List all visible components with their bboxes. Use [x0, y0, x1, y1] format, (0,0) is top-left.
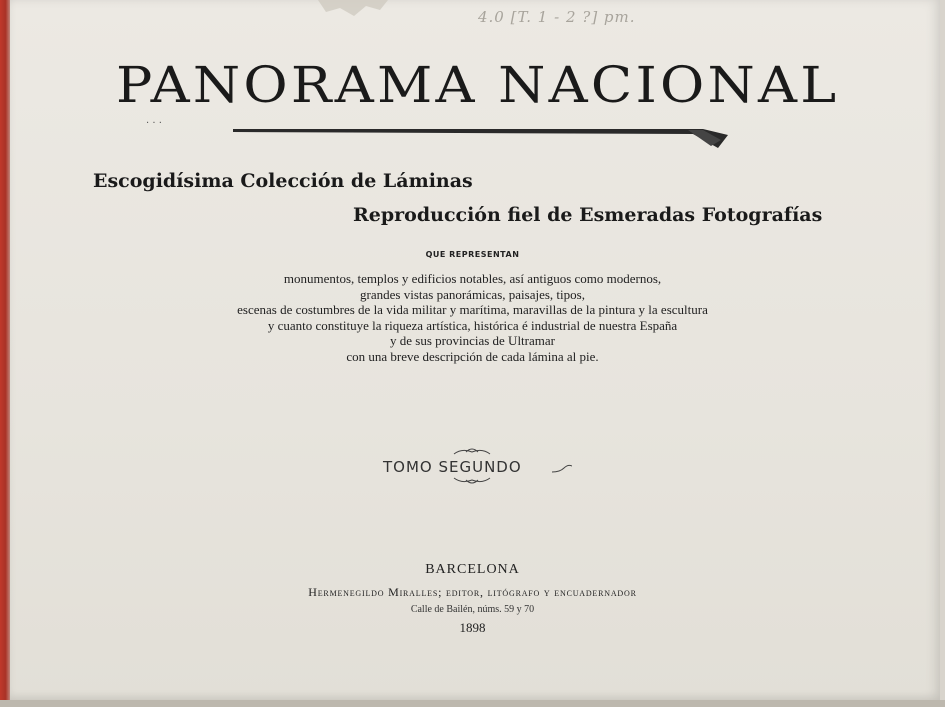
description-line: y cuanto constituye la riqueza artística, histórica é industrial de nuestra España [267, 317, 678, 333]
description-line: grandes vistas panorámicas, paisajes, tipos, [360, 286, 585, 302]
description-line: escenas de costumbres de la vida militar y marítima, maravillas de la pintura y la escultura [237, 302, 708, 317]
ornament-dots: · · · [146, 118, 162, 129]
ornament-flourish-bottom [452, 476, 492, 486]
title-underline-rule [233, 126, 728, 152]
publication-city: BARCELONA [425, 562, 520, 577]
description-line: con una breve descripción de cada lámina al pie. [346, 348, 599, 364]
volume-label: TOMO SEGUNDO [383, 458, 522, 476]
volume-flourish [552, 464, 572, 474]
ornament-flourish-top [452, 446, 492, 456]
paper-tear [318, 0, 388, 18]
publisher-line: Hermenegildo Miralles; editor, litógrafo y encuadernador [308, 585, 637, 599]
page-title: PANORAMA NACIONAL [116, 56, 840, 114]
description-line: y de sus provincias de Ultramar [390, 333, 555, 348]
subtitle-reproduction: Reproducción fiel de Esmeradas Fotografías [353, 204, 823, 226]
subtitle-collection: Escogidísima Colección de Láminas [93, 170, 473, 192]
page-bottom-edge [0, 700, 945, 707]
pencil-annotation: 4.0 [T. 1 - 2 ?] pm. [478, 8, 636, 26]
description-block [160, 271, 785, 364]
publication-year: 1898 [459, 620, 486, 635]
description-line: monumentos, templos y edificios notables, así antiguos como modernos, [283, 271, 662, 286]
que-representan-label: QUE REPRESENTAN [425, 250, 520, 259]
publisher-address: Calle de Bailén, núms. 59 y 70 [410, 604, 535, 615]
